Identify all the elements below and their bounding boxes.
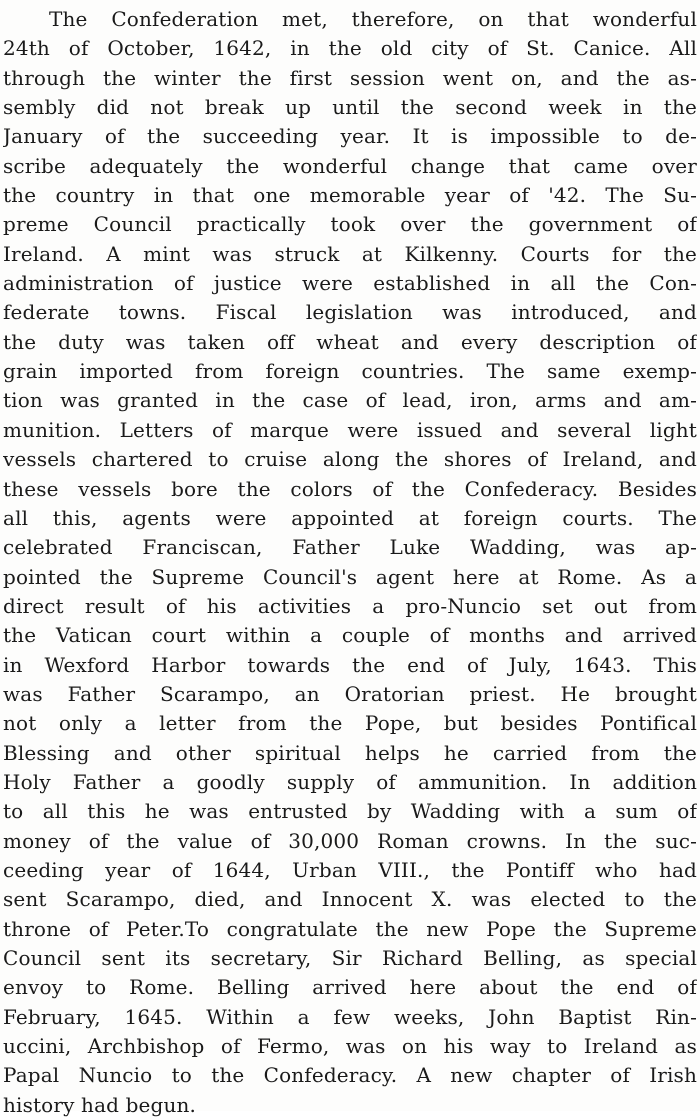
text-line: was Father Scarampo, an Oratorian priest. He brought [3,681,697,706]
text-line: these vessels bore the colors of the Confederacy. Besides [3,476,697,501]
text-line: uccini, Archbishop of Fermo, was on his way to Ireland as [3,1034,697,1059]
text-line: sent Scarampo, died, and Innocent X. was elected to the [3,887,697,912]
text-line: ceeding year of 1644, Urban VIII., the Pontiff who had [3,857,697,882]
text-line: celebrated Franciscan, Father Luke Wadding, was ap- [3,535,697,560]
text-line: 24th of October, 1642, in the old city of St. Canice. All [3,36,697,61]
text-line: administration of justice were established in all the Con- [3,271,697,296]
text-line: money of the value of 30,000 Roman crowns. In the suc- [3,828,697,853]
text-line: in Wexford Harbor towards the end of July, 1643. This [3,652,697,677]
text-line: vessels chartered to cruise along the shores of Ireland, and [3,447,697,472]
text-line: January of the succeeding year. It is impossible to de- [3,124,697,149]
text-line: the country in that one memorable year of '42. The Su- [3,183,697,208]
text-line: the duty was taken off wheat and every description of [3,329,697,354]
text-line: Council sent its secretary, Sir Richard Belling, as special [3,946,697,970]
text-line: tion was granted in the case of lead, iron, arms and am- [3,388,697,413]
text-line: through the winter the first session went on, and the as- [3,65,697,90]
text-line: direct result of his activities a pro-Nuncio set out from [3,593,697,618]
text-line: Holy Father a goodly supply of ammunition. In addition [3,769,697,794]
text-line: Papal Nuncio to the Confederacy. A new chapter of Irish [3,1063,697,1088]
text-line: throne of Peter.To congratulate the new Pope the Supreme [3,916,697,941]
text-line: pointed the Supreme Council's agent here at Rome. As a [3,564,697,589]
text-line: to all this he was entrusted by Wadding with a sum of [3,799,697,824]
text-line: grain imported from foreign countries. The same exemp- [3,359,697,384]
text-line: sembly did not break up until the second week in the [3,95,697,120]
text-line: munition. Letters of marque were issued and several light [3,417,697,442]
text-line: federate towns. Fiscal legislation was introduced, and [3,300,697,325]
body-paragraph [3,5,697,1120]
text-line: scribe adequately the wonderful change that came over [3,153,697,178]
text-line: all this, agents were appointed at foreign courts. The [3,505,697,530]
text-line: envoy to Rome. Belling arrived here about the end of [3,975,697,1000]
text-line: Blessing and other spiritual helps he carried from the [3,740,697,765]
text-line: history had begun. [3,1092,197,1117]
text-line: February, 1645. Within a few weeks, John Baptist Rin- [3,1004,697,1029]
text-line: preme Council practically took over the government of [3,212,697,237]
text-line: Ireland. A mint was struck at Kilkenny. Courts for the [3,241,697,266]
text-line: the Vatican court within a couple of months and arrived [3,623,697,648]
text-line: The Confederation met, therefore, on that wonderful [49,7,697,31]
text-line: not only a letter from the Pope, but besides Pontifical [3,711,697,736]
